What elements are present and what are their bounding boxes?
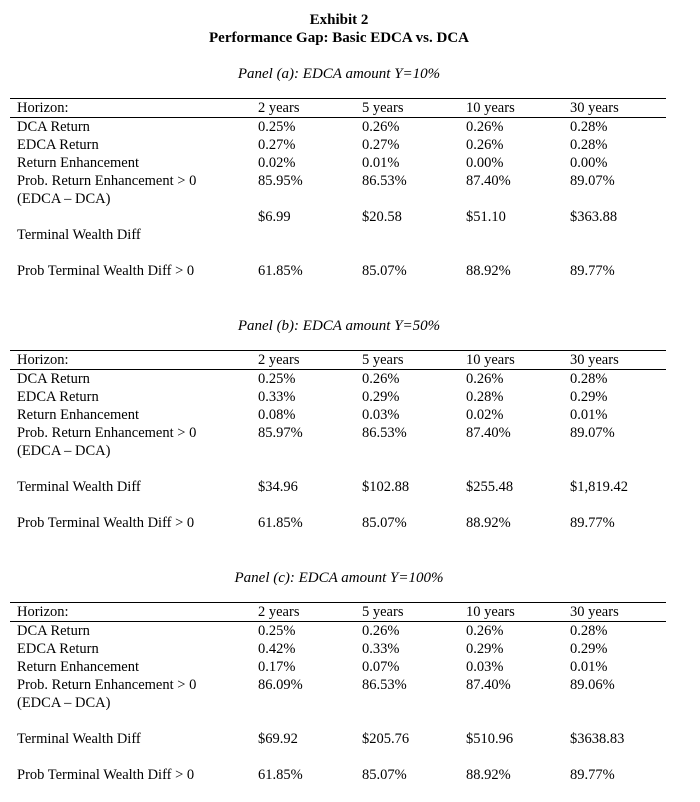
column-header: 2 years [258, 604, 300, 620]
exhibit-subtitle: Performance Gap: Basic EDCA vs. DCA [209, 30, 469, 46]
table-cell: 0.17% [258, 659, 296, 675]
table-row-prob-return-enhancement [10, 676, 666, 694]
column-header: 5 years [362, 604, 404, 620]
table-row-spacer [10, 496, 666, 514]
table-cell: $102.88 [362, 479, 410, 495]
row-label: DCA Return [17, 119, 90, 135]
column-header: 5 years [362, 352, 404, 368]
row-label: EDCA Return [17, 389, 99, 405]
column-header: 10 years [466, 604, 515, 620]
table-cell: 88.92% [466, 767, 511, 783]
table-cell: 89.77% [570, 767, 615, 783]
table-cell: 88.92% [466, 515, 511, 531]
table-row-edca-return [10, 136, 666, 154]
column-header: 2 years [258, 100, 300, 116]
table-row-return-enhancement [10, 406, 666, 424]
table-cell: 88.92% [466, 263, 511, 279]
table-cell: $510.96 [466, 731, 514, 747]
table-row-terminal-wealth [10, 730, 666, 748]
horizon-label: Horizon: [17, 100, 69, 116]
table-row-dca-return [10, 118, 666, 136]
table-cell: $255.48 [466, 479, 514, 495]
table-cell: 61.85% [258, 767, 303, 783]
exhibit-title: Exhibit 2 [309, 12, 369, 28]
table-row-dca-return [10, 370, 666, 388]
table-row-dca-return [10, 622, 666, 640]
table-row-spacer [10, 460, 666, 478]
table-row-spacer [10, 244, 666, 262]
table-cell: 61.85% [258, 515, 303, 531]
table-cell: $6.99 [258, 209, 291, 225]
table-cell: 0.25% [258, 119, 296, 135]
column-header: 10 years [466, 100, 515, 116]
table-cell: 0.42% [258, 641, 296, 657]
table-cell: 86.09% [258, 677, 303, 693]
table-header-row [10, 603, 666, 622]
table-cell: 89.06% [570, 677, 615, 693]
table-cell: 0.29% [570, 389, 608, 405]
table-header-row [10, 99, 666, 118]
panel-c-table [10, 602, 666, 784]
table-cell: $20.58 [362, 209, 402, 225]
row-label: (EDCA – DCA) [17, 191, 111, 207]
panel-a-table [10, 98, 666, 280]
table-cell: 0.01% [570, 659, 608, 675]
table-cell: 0.26% [362, 371, 400, 387]
table-row-return-enhancement [10, 154, 666, 172]
row-label: Prob Terminal Wealth Diff > 0 [17, 767, 195, 783]
table-row-prob-return-enhancement [10, 172, 666, 190]
table-cell: 0.26% [466, 137, 504, 153]
table-row-edca-return [10, 388, 666, 406]
table-cell: 89.77% [570, 263, 615, 279]
column-header: 30 years [570, 604, 619, 620]
table-row-prob-terminal-wealth [10, 514, 666, 532]
table-row-prob-terminal-wealth [10, 766, 666, 784]
row-label: Terminal Wealth Diff [17, 227, 141, 243]
table-cell: 0.27% [258, 137, 296, 153]
table-cell: $34.96 [258, 479, 298, 495]
table-cell: 0.29% [570, 641, 608, 657]
table-row-terminal-wealth-values [10, 208, 666, 226]
panel-b-title: Panel (b): EDCA amount Y=50% [237, 318, 441, 334]
table-cell: 0.25% [258, 623, 296, 639]
row-label: Prob Terminal Wealth Diff > 0 [17, 263, 195, 279]
row-label: DCA Return [17, 623, 90, 639]
table-cell: 0.26% [466, 119, 504, 135]
table-cell: 0.08% [258, 407, 296, 423]
table-cell: 0.33% [362, 641, 400, 657]
table-cell: 0.03% [466, 659, 504, 675]
table-cell: 0.26% [362, 119, 400, 135]
table-cell: 61.85% [258, 263, 303, 279]
table-cell: 0.27% [362, 137, 400, 153]
table-cell: $69.92 [258, 731, 298, 747]
table-row-prob-return-enhancement-cont [10, 442, 666, 460]
table-row-spacer [10, 748, 666, 766]
table-row-return-enhancement [10, 658, 666, 676]
table-cell: 0.26% [466, 371, 504, 387]
table-cell: 86.53% [362, 173, 407, 189]
row-label: Return Enhancement [17, 407, 139, 423]
table-cell: 0.00% [466, 155, 504, 171]
column-header: 30 years [570, 352, 619, 368]
table-cell: 0.28% [466, 389, 504, 405]
table-cell: 85.95% [258, 173, 303, 189]
table-cell: 0.29% [362, 389, 400, 405]
row-label: Terminal Wealth Diff [17, 479, 141, 495]
column-header: 10 years [466, 352, 515, 368]
table-cell: 89.77% [570, 515, 615, 531]
table-cell: 0.28% [570, 137, 608, 153]
row-label: EDCA Return [17, 641, 99, 657]
table-cell: 85.07% [362, 263, 407, 279]
column-header: 5 years [362, 100, 404, 116]
table-cell: $363.88 [570, 209, 618, 225]
table-row-terminal-wealth [10, 478, 666, 496]
table-cell: 0.26% [362, 623, 400, 639]
table-cell: 0.33% [258, 389, 296, 405]
panel-a-title: Panel (a): EDCA amount Y=10% [237, 66, 441, 82]
table-cell: $205.76 [362, 731, 410, 747]
table-cell: 86.53% [362, 677, 407, 693]
table-row-edca-return [10, 640, 666, 658]
table-cell: 87.40% [466, 677, 511, 693]
row-label: Terminal Wealth Diff [17, 731, 141, 747]
table-row-prob-return-enhancement-cont [10, 694, 666, 712]
table-cell: 0.26% [466, 623, 504, 639]
table-cell: 87.40% [466, 425, 511, 441]
table-row-spacer [10, 712, 666, 730]
table-cell: 0.25% [258, 371, 296, 387]
table-row-prob-terminal-wealth [10, 262, 666, 280]
table-cell: 0.02% [258, 155, 296, 171]
column-header: 2 years [258, 352, 300, 368]
row-label: (EDCA – DCA) [17, 695, 111, 711]
table-row-terminal-wealth-label [10, 226, 666, 244]
table-cell: 85.97% [258, 425, 303, 441]
row-label: Prob Terminal Wealth Diff > 0 [17, 515, 195, 531]
panel-b-table [10, 350, 666, 532]
table-cell: 89.07% [570, 425, 615, 441]
panel-c-title: Panel (c): EDCA amount Y=100% [234, 570, 444, 586]
column-header: 30 years [570, 100, 619, 116]
table-cell: 0.01% [570, 407, 608, 423]
table-cell: $51.10 [466, 209, 506, 225]
table-row-prob-return-enhancement [10, 424, 666, 442]
table-cell: 89.07% [570, 173, 615, 189]
table-cell: 85.07% [362, 767, 407, 783]
row-label: Prob. Return Enhancement > 0 [17, 677, 197, 693]
table-cell: $1,819.42 [570, 479, 628, 495]
row-label: DCA Return [17, 371, 90, 387]
horizon-label: Horizon: [17, 604, 69, 620]
table-cell: 0.28% [570, 119, 608, 135]
row-label: Return Enhancement [17, 659, 139, 675]
table-cell: 86.53% [362, 425, 407, 441]
table-cell: 0.03% [362, 407, 400, 423]
table-cell: 0.29% [466, 641, 504, 657]
table-cell: 87.40% [466, 173, 511, 189]
table-cell: 0.00% [570, 155, 608, 171]
table-cell: $3638.83 [570, 731, 625, 747]
table-cell: 0.07% [362, 659, 400, 675]
row-label: Prob. Return Enhancement > 0 [17, 173, 197, 189]
table-cell: 0.02% [466, 407, 504, 423]
row-label: (EDCA – DCA) [17, 443, 111, 459]
table-header-row [10, 351, 666, 370]
row-label: Return Enhancement [17, 155, 139, 171]
row-label: EDCA Return [17, 137, 99, 153]
table-row-prob-return-enhancement-cont [10, 190, 666, 208]
row-label: Prob. Return Enhancement > 0 [17, 425, 197, 441]
horizon-label: Horizon: [17, 352, 69, 368]
table-cell: 0.28% [570, 623, 608, 639]
table-cell: 85.07% [362, 515, 407, 531]
table-cell: 0.28% [570, 371, 608, 387]
table-cell: 0.01% [362, 155, 400, 171]
